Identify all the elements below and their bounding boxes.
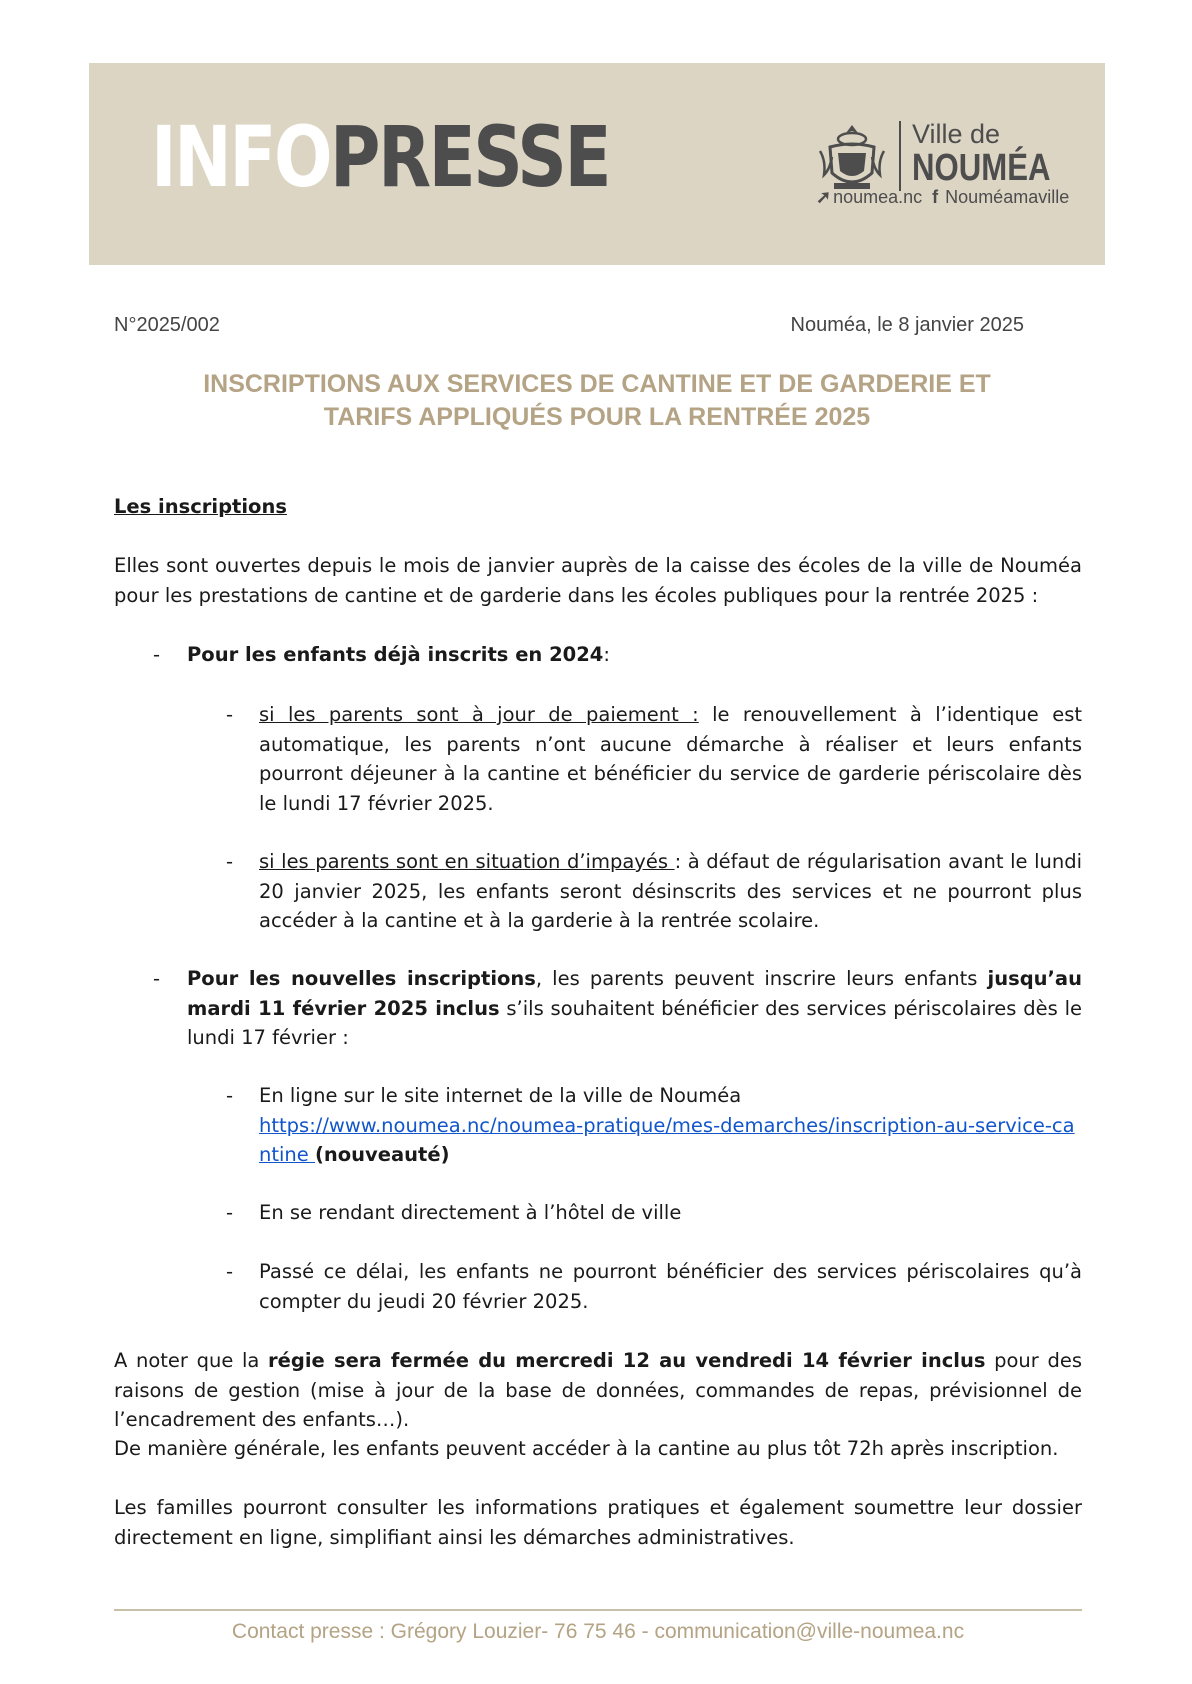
general-paragraph: De manière générale, les enfants peuvent accéder à la cantine au plus tôt 72h après inscription.: [114, 1437, 1059, 1460]
title-line-2: TARIFS APPLIQUÉS POUR LA RENTRÉE 2025: [323, 403, 871, 431]
logo-presse-text: PRESSE: [330, 108, 610, 206]
inscription-link[interactable]: https://www.noumea.nc/noumea-pratique/mes-demarches/inscription-au-service-cantine: [259, 1113, 1075, 1166]
site-link[interactable]: noumea.nc: [833, 187, 923, 207]
header-banner: [89, 63, 1105, 265]
logo-info-text: INFO: [151, 108, 331, 206]
press-date: Nouméa, le 8 janvier 2025: [790, 314, 1024, 336]
bullet-dash: -: [226, 1084, 234, 1107]
press-number: N°2025/002: [114, 314, 220, 336]
note-paragraph: A noter que la régie sera fermée du mercredi 12 au vendredi 14 février inclus pour des raisons de gestion (mise à jour de la base de données, commandes de repas, prévisionnel de l’encadrement des enfants…).: [114, 1349, 1082, 1431]
footer-divider: [114, 1609, 1082, 1611]
list-item-hotel: En se rendant directement à l’hôtel de ville: [259, 1201, 682, 1224]
list-item-online: En ligne sur le site internet de la ville de Nouméa https://www.noumea.nc/noumea-pratique/mes-demarches/inscription-au-service-cantine (nouveauté): [259, 1084, 1075, 1166]
list-item-deadline: Passé ce délai, les enfants ne pourront bénéficier des services périscolaires qu’à compter du jeudi 20 février 2025.: [259, 1260, 1082, 1313]
bullet-dash: -: [226, 703, 234, 726]
arrow-icon: ➚: [816, 187, 832, 207]
bullet-dash: -: [226, 1201, 234, 1224]
list-item-existing: Pour les enfants déjà inscrits en 2024:: [187, 643, 610, 666]
infopresse-logo: [151, 108, 610, 206]
list-item-new: Pour les nouvelles inscriptions, les parents peuvent inscrire leurs enfants jusqu’au mardi 11 février 2025 inclus s’ils souhaitent bénéficier des services périscolaires dès le lundi 17 février :: [187, 967, 1083, 1049]
bullet-dash: -: [226, 850, 234, 873]
social-links: [816, 187, 1069, 208]
families-paragraph: Les familles pourront consulter les informations pratiques et également soumettre leur dossier directement en ligne, simplifiant ainsi les démarches administratives.: [114, 1496, 1082, 1549]
bullet-dash: -: [153, 967, 161, 990]
ville-de-label: Ville de: [912, 119, 1001, 149]
title-line-1: INSCRIPTIONS AUX SERVICES DE CANTINE ET DE GARDERIE ET: [203, 370, 991, 398]
facebook-link[interactable]: Nouméamaville: [945, 187, 1070, 207]
press-contact: Contact presse : Grégory Louzier- 76 75 46 - communication@ville-noumea.nc: [231, 1620, 965, 1643]
list-item-paid: si les parents sont à jour de paiement : le renouvellement à l’identique est automatique, les parents n’ont aucune démarche à réaliser et leurs enfants pourront déjeuner à la cantine et bénéficier du service de garderie périscolaire dès le lundi 17 février 2025.: [259, 703, 1082, 815]
intro-paragraph: Elles sont ouvertes depuis le mois de janvier auprès de la caisse des écoles de la ville de Nouméa pour les prestations de cantine et de garderie dans les écoles publiques pour la rentrée 2025 :: [114, 554, 1082, 607]
noumea-logo-text: NOUMÉA: [912, 147, 1051, 189]
bullet-dash: -: [226, 1260, 234, 1283]
page-title: [89, 368, 1105, 434]
logo-divider: [899, 121, 901, 191]
bullet-dash: -: [153, 643, 161, 666]
section-heading: Les inscriptions: [114, 495, 287, 518]
facebook-icon: f: [932, 187, 939, 207]
list-item-unpaid: si les parents sont en situation d’impayés : à défaut de régularisation avant le lundi 20 janvier 2025, les enfants seront désinscrits des services et ne pourront plus accéder à la cantine et à la garderie à la rentrée scolaire.: [259, 850, 1083, 932]
crest-icon: [816, 121, 888, 195]
